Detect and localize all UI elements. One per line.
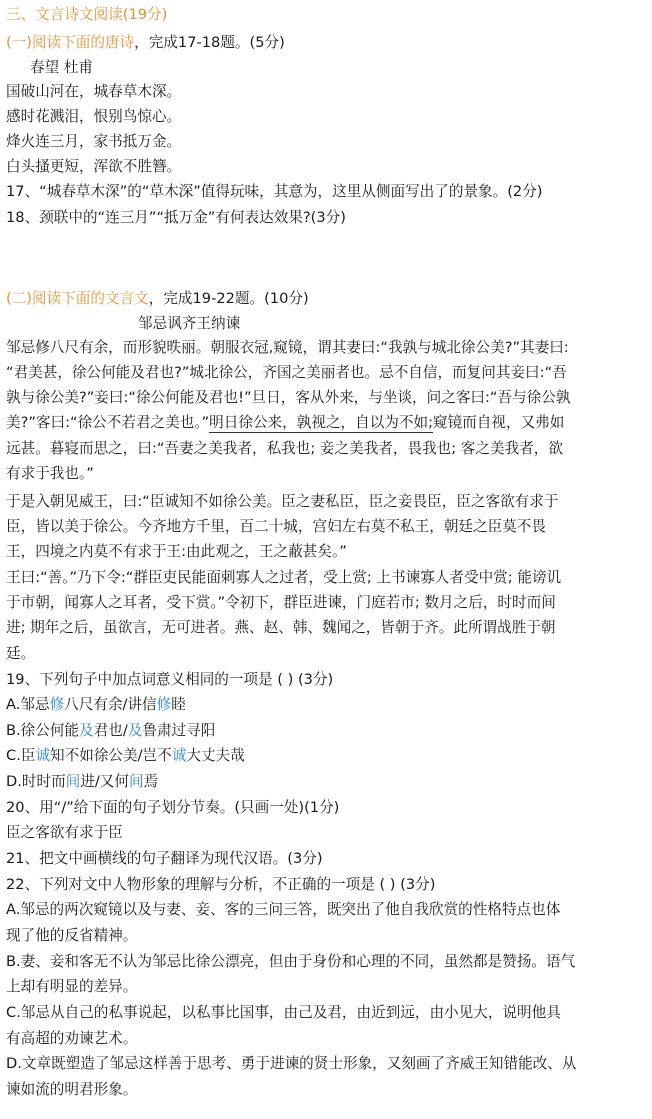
question-19: 19、下列句子中加点词意义相同的一项是 ( ) (3分) [6,671,334,688]
q22-option-line: C.邹忌从自己的私事说起，以私事比国事，由己及君，由近到远，由小见大，说明他具 [6,1004,561,1021]
q22-option-line: A.邹忌的两次窥镜以及与妻、妾、客的三问三答，既突出了他自我欣赏的性格特点也体 [6,901,561,918]
dotted-word: 修 [156,696,172,713]
q22-option-line: D.文章既塑造了邹忌这样善于思考、勇于进谏的贤士形象，又刻画了齐威王知错能改、从 [6,1055,577,1072]
passage-line: “君美甚，徐公何能及君也?”城北徐公，齐国之美丽者也。忌不自信，而复问其妾曰:“吾 [6,364,567,381]
passage-line: 远甚。暮寝而思之，曰:“吾妻之美我者，私我也; 妾之美我者，畏我也; 客之美我者，欲 [6,440,563,457]
poem-title: 春望 杜甫 [30,59,94,76]
passage-text: 窥镜而自视，又弗如 [433,414,565,431]
passage-line: 进; 期年之后，虽欲言，无可进者。燕、赵、韩、魏闻之，皆朝于齐。此所谓战胜于朝 [6,619,556,636]
passage-line: 于是入朝见威王，曰:“臣诚知不如徐公美。臣之妻私臣，臣之妾畏臣，臣之客欲有求于 [6,493,559,510]
passage-line: 王曰:“善。”乃下令:“群臣吏民能面刺寡人之过者，受上赏; 上书谏寡人者受中赏; 能谤讥 [6,569,562,586]
option-text: 鲁肃过寻阳 [142,722,216,739]
question-21: 21、把文中画横线的句子翻译为现代汉语。(3分) [6,850,323,867]
passage-text: 美?”客曰:“徐公不若君之美也。” [6,414,210,431]
dotted-word: 间 [128,773,144,790]
dotted-word: 诚 [171,747,187,764]
option-text: 睦 [171,696,186,713]
q19-option-a [6,695,648,715]
passage-line: 王，四境之内莫不有求于王:由此观之，王之蔽甚矣。” [6,543,347,560]
part1-instruction: ，完成17-18题。(5分) [134,34,285,51]
passage-line: 孰与徐公美?”妾曰:“徐公何能及君也!”旦日，客从外来，与坐谈，问之客曰:“吾与徐公孰 [6,389,571,406]
dotted-word: 诚 [35,747,51,764]
q22-option-line: B.妻、妾和客无不认为邹忌比徐公漂亮，但由于身份和心理的不同，虽然都是赞扬。语气 [6,953,576,970]
passage-line [6,413,648,433]
option-text: B.徐公何能 [6,722,80,739]
q22-option-line: 有高超的劝谏艺术。 [6,1030,138,1047]
option-text: 大丈夫哉 [186,747,245,764]
part2-heading [6,289,648,309]
part1-label: (一)阅读下面的唐诗 [6,34,135,51]
dotted-word: 修 [49,696,65,713]
poem-line: 白头搔更短，浑欲不胜簪。 [6,158,182,175]
option-text: 知不如徐公美/岂不 [50,747,172,764]
passage-line: 有求于我也。” [6,465,94,482]
passage-title: 邹忌讽齐王纳谏 [138,315,241,332]
option-text: 进/又何 [80,773,129,790]
question-17: 17、“城春草木深”的“草木深”值得玩味，其意为，这里从侧面写出了的景象。(2分) [6,183,543,200]
option-text: A.邹忌 [6,696,50,713]
q20-sentence: 臣之客欲有求于臣 [6,824,123,841]
option-text: 君也/ [93,722,128,739]
poem-line: 烽火连三月，家书抵万金。 [6,133,182,150]
option-text: 八尺有余/讲信 [64,696,157,713]
part2-label: (二)阅读下面的文言文 [6,290,149,307]
q19-option-b [6,721,648,741]
passage-line: 臣，皆以美于徐公。今齐地方千里，百二十城，宫妇左右莫不私王，朝廷之臣莫不畏 [6,518,546,535]
part1-heading [6,33,648,53]
poem-line: 国破山河在，城春草木深。 [6,83,182,100]
option-text: C.臣 [6,747,36,764]
passage-line: 于市朝，闻寡人之耳者，受下赏。”令初下，群臣进谏，门庭若市; 数月之后，时时而间 [6,594,556,611]
part2-instruction: ，完成19-22题。(10分) [148,290,309,307]
poem-line: 感时花溅泪，恨别鸟惊心。 [6,108,182,125]
option-text: 焉 [143,773,159,790]
q22-option-line: 谏如流的明君形象。 [6,1081,138,1098]
dotted-word: 及 [79,722,94,739]
dotted-word: 间 [65,773,81,790]
option-text: D.时时而 [6,773,66,790]
question-22: 22、下列对文中人物形象的理解与分析，不正确的一项是 ( ) (3分) [6,876,436,893]
q22-option-line: 上却有明显的差异。 [6,978,138,995]
underlined-sentence: 明日徐公来，孰视之，自以为不如; [209,414,433,431]
dotted-word: 及 [127,722,143,739]
passage-line: 邹忌修八尺有余，而形貌昳丽。朝服衣冠,窥镜，谓其妻曰:“我孰与城北徐公美?”其妻曰: [6,339,569,356]
passage-line: 廷。 [6,645,36,662]
question-18: 18、颈联中的“连三月”“抵万金”有何表达效果?(3分) [6,209,346,226]
q19-option-d [6,772,648,792]
q22-option-line: 现了他的反省精神。 [6,927,138,944]
section-title: 三、文言诗文阅读(19分) [6,6,168,23]
question-20: 20、用“/”给下面的句子划分节奏。(只画一处)(1分) [6,799,340,816]
q19-option-c [6,746,648,766]
